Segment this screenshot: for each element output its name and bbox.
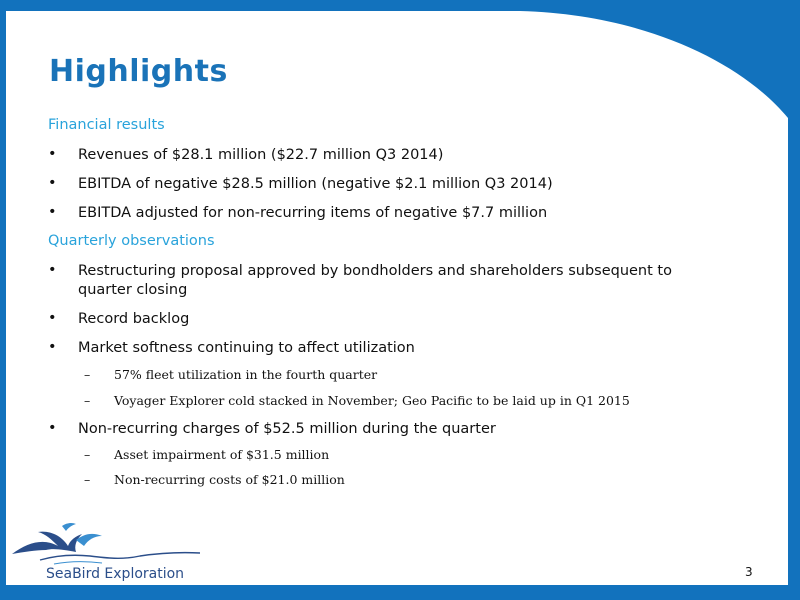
dash-icon: –: [84, 447, 91, 462]
bird-tiny-shape: [62, 523, 76, 531]
bullet-icon: •: [48, 204, 57, 220]
wave-line: [40, 553, 200, 560]
slide-title: Highlights: [49, 54, 228, 89]
section-heading-financial: Financial results: [48, 117, 165, 133]
dash-icon: –: [84, 393, 91, 408]
bullet-icon: •: [48, 262, 57, 278]
dash-icon: –: [84, 367, 91, 382]
bird-large-shape: [12, 532, 82, 554]
wave-line-2: [54, 562, 102, 564]
bullet-text: Restructuring proposal approved by bondholders and shareholders subsequent to quarter closing: [78, 263, 672, 298]
bullet-icon: •: [48, 420, 57, 436]
sub-bullet-text: Non-recurring costs of $21.0 million: [114, 472, 345, 487]
bullet-icon: •: [48, 175, 57, 191]
bullet-text: Market softness continuing to affect utilization: [78, 340, 415, 356]
bullet-icon: •: [48, 310, 57, 326]
logo-text: SeaBird Exploration: [46, 566, 185, 582]
bullet-text: Record backlog: [78, 311, 190, 327]
bullet-text: EBITDA of negative $28.5 million (negative $2.1 million Q3 2014): [78, 176, 553, 192]
bullet-text: EBITDA adjusted for non-recurring items of negative $7.7 million: [78, 205, 548, 221]
bullet-icon: •: [48, 146, 57, 162]
bullet-icon: •: [48, 339, 57, 355]
sub-bullet-text: 57% fleet utilization in the fourth quarter: [114, 367, 378, 382]
section-heading-quarterly: Quarterly observations: [48, 233, 215, 249]
dash-icon: –: [84, 472, 91, 487]
sub-bullet-text: Asset impairment of $31.5 million: [114, 447, 330, 462]
page-number: 3: [745, 565, 753, 579]
sub-bullet-text: Voyager Explorer cold stacked in November; Geo Pacific to be laid up in Q1 2015: [114, 393, 630, 408]
bullet-text: Non-recurring charges of $52.5 million during the quarter: [78, 421, 496, 437]
bullet-text: Revenues of $28.1 million ($22.7 million Q3 2014): [78, 147, 444, 163]
